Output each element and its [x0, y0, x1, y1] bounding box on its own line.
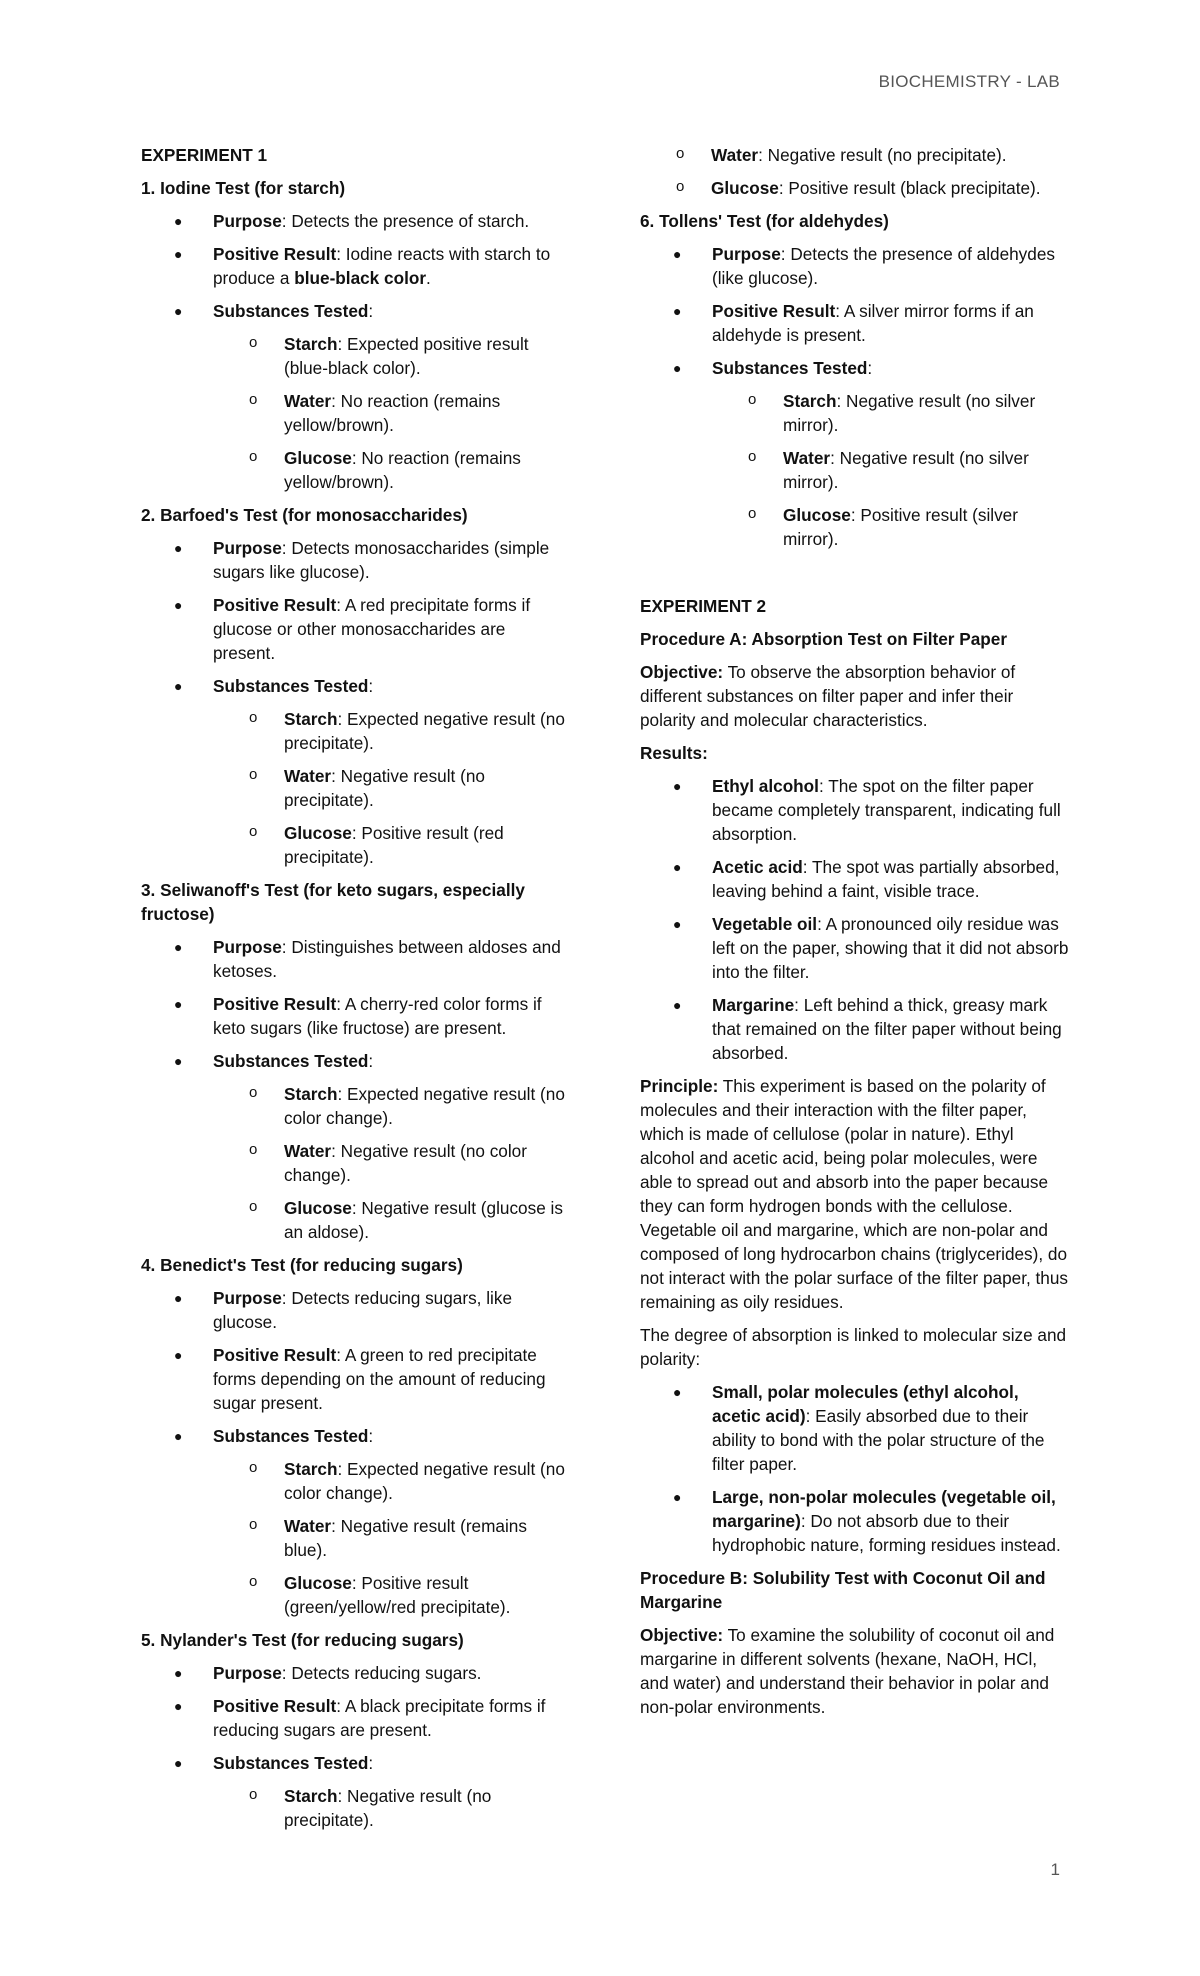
bullet-icon: ● — [174, 246, 183, 262]
bullet-icon: ● — [673, 1384, 682, 1400]
list-item: ● Purpose: Detects reducing sugars, like glucose. — [174, 1288, 513, 1332]
circle-bullet-icon: o — [676, 178, 685, 195]
sub-list-item: o Water: Negative result (no color change). — [141, 1139, 571, 1187]
list-item: ● Substances Tested: — [174, 1753, 374, 1773]
procedure-b-objective: Objective: To examine the solubility of coconut oil and margarine in different solvents (hexane, NaOH, HCl, and water) and understand their behavior in polar and non-polar environments. — [640, 1625, 1055, 1717]
sub-list-item: o Starch: Expected positive result (blue-black color). — [141, 332, 571, 380]
experiment-1-title: EXPERIMENT 1 — [141, 145, 268, 165]
procedure-a-title: Procedure A: Absorption Test on Filter Paper — [640, 629, 1008, 649]
bullet-icon: ● — [673, 246, 682, 262]
nylander-test-title: 5. Nylander's Test (for reducing sugars) — [141, 1630, 464, 1650]
circle-bullet-icon: o — [748, 505, 757, 522]
list-item: ● Substances Tested: — [174, 676, 374, 696]
list-item: ● Substances Tested: — [174, 1051, 374, 1071]
circle-bullet-icon: o — [249, 1459, 258, 1476]
bullet-icon: ● — [673, 303, 682, 319]
circle-bullet-icon: o — [249, 334, 258, 351]
sub-list-item: o Water: Negative result (remains blue). — [141, 1514, 571, 1562]
sub-list-item: o Glucose: Negative result (glucose is an aldose). — [141, 1196, 571, 1244]
list-item: ● Substances Tested: — [174, 1426, 374, 1446]
sub-list-item: o Starch: Expected negative result (no color change). — [141, 1082, 571, 1130]
bullet-icon: ● — [174, 213, 183, 229]
list-item: ● Positive Result: A red precipitate forms if glucose or other monosaccharides are present. — [174, 595, 531, 663]
right-column — [640, 143, 1070, 1728]
circle-bullet-icon: o — [249, 1141, 258, 1158]
circle-bullet-icon: o — [249, 391, 258, 408]
bullet-icon: ● — [673, 1489, 682, 1505]
circle-bullet-icon: o — [249, 1198, 258, 1215]
sub-list-item: o Glucose: Positive result (green/yellow/red precipitate). — [141, 1571, 571, 1619]
sub-list-item: o Water: Negative result (no silver mirror). — [640, 446, 1070, 494]
sub-list-item: o Glucose: Positive result (black precipitate). — [568, 176, 1070, 200]
sub-list-item: o Water: Negative result (no precipitate). — [141, 764, 571, 812]
principle-paragraph: Principle: This experiment is based on the polarity of molecules and their interaction with the filter paper, which is made of cellulose (polar in nature). Ethyl alcohol and acetic acid, being polar molecules, were able to spread out and absorb into the paper because they can form hydrogen bonds with the cellulose. Vegetable oil and margarine, which are non-polar and composed of long hydrocarbon chains (triglycerides), do not interact with the polar surface of the filter paper, thus remaining as oily residues. — [640, 1076, 1069, 1312]
bullet-icon: ● — [174, 303, 183, 319]
circle-bullet-icon: o — [249, 709, 258, 726]
bullet-icon: ● — [673, 360, 682, 376]
tollens-test-title: 6. Tollens' Test (for aldehydes) — [640, 211, 889, 231]
list-item: ● Substances Tested: — [673, 358, 873, 378]
list-item: ● Purpose: Detects the presence of starch. — [174, 211, 530, 231]
barfoed-test-title: 2. Barfoed's Test (for monosaccharides) — [141, 505, 468, 525]
circle-bullet-icon: o — [249, 1516, 258, 1533]
benedict-test-title: 4. Benedict's Test (for reducing sugars) — [141, 1255, 463, 1275]
page-header: BIOCHEMISTRY - LAB — [878, 72, 1060, 91]
procedure-b-title: Procedure B: Solubility Test with Coconut Oil and Margarine — [640, 1568, 1046, 1612]
bullet-icon: ● — [174, 996, 183, 1012]
list-item: ● Purpose: Detects monosaccharides (simple sugars like glucose). — [174, 538, 550, 582]
iodine-test-title: 1. Iodine Test (for starch) — [141, 178, 346, 198]
seliwanoff-test-title: 3. Seliwanoff's Test (for keto sugars, especially fructose) — [141, 880, 525, 924]
circle-bullet-icon: o — [676, 145, 685, 162]
left-column — [141, 143, 571, 1841]
bullet-icon: ● — [174, 540, 183, 556]
list-item: ● Positive Result: A black precipitate forms if reducing sugars are present. — [174, 1696, 546, 1740]
list-item: ● Purpose: Detects reducing sugars. — [174, 1663, 482, 1683]
degree-paragraph: The degree of absorption is linked to molecular size and polarity: — [640, 1325, 1067, 1369]
list-item: ● Acetic acid: The spot was partially absorbed, leaving behind a faint, visible trace. — [673, 857, 1060, 901]
bullet-icon: ● — [174, 1053, 183, 1069]
list-item: ● Ethyl alcohol: The spot on the filter paper became completely transparent, indicating full absorption. — [673, 776, 1061, 844]
list-item: ● Positive Result: A cherry-red color forms if keto sugars (like fructose) are present. — [174, 994, 542, 1038]
bullet-icon: ● — [673, 859, 682, 875]
bullet-icon: ● — [174, 597, 183, 613]
circle-bullet-icon: o — [748, 391, 757, 408]
list-item: ● Positive Result: A silver mirror forms if an aldehyde is present. — [673, 301, 1034, 345]
page-number: 1 — [1050, 1860, 1060, 1879]
procedure-a-objective: Objective: To observe the absorption behavior of different substances on filter paper and infer their polarity and molecular characteristics. — [640, 662, 1016, 730]
bullet-icon: ● — [174, 1698, 183, 1714]
sub-list-item: o Water: No reaction (remains yellow/brown). — [141, 389, 571, 437]
bullet-icon: ● — [673, 916, 682, 932]
list-item: ● Positive Result: Iodine reacts with starch to produce a blue-black color. — [174, 244, 551, 288]
bullet-icon: ● — [174, 1347, 183, 1363]
circle-bullet-icon: o — [249, 1084, 258, 1101]
sub-list-item: o Glucose: Positive result (red precipitate). — [141, 821, 571, 869]
circle-bullet-icon: o — [748, 448, 757, 465]
list-item: ● Vegetable oil: A pronounced oily residue was left on the paper, showing that it did not absorb into the filter. — [673, 914, 1069, 982]
sub-list-item: o Water: Negative result (no precipitate). — [568, 143, 1070, 167]
sub-list-item: o Glucose: No reaction (remains yellow/brown). — [141, 446, 571, 494]
list-item: ● Margarine: Left behind a thick, greasy mark that remained on the filter paper without being absorbed. — [673, 995, 1062, 1063]
sub-list-item: o Starch: Negative result (no silver mirror). — [640, 389, 1070, 437]
circle-bullet-icon: o — [249, 823, 258, 840]
circle-bullet-icon: o — [249, 448, 258, 465]
bullet-icon: ● — [673, 997, 682, 1013]
spacer — [640, 560, 1070, 594]
bullet-icon: ● — [673, 778, 682, 794]
list-item: ● Purpose: Distinguishes between aldoses and ketoses. — [174, 937, 561, 981]
sub-list-item: o Starch: Expected negative result (no precipitate). — [141, 707, 571, 755]
list-item: ● Substances Tested: — [174, 301, 374, 321]
sub-list-item: o Starch: Negative result (no precipitate). — [141, 1784, 571, 1832]
bullet-icon: ● — [174, 678, 183, 694]
bullet-icon: ● — [174, 1665, 183, 1681]
list-item: ● Purpose: Detects the presence of aldehydes (like glucose). — [673, 244, 1055, 288]
sub-list-item: o Starch: Expected negative result (no color change). — [141, 1457, 571, 1505]
list-item: ● Small, polar molecules (ethyl alcohol, acetic acid): Easily absorbed due to their ability to bond with the polar structure of the filter paper. — [673, 1382, 1045, 1474]
circle-bullet-icon: o — [249, 766, 258, 783]
bullet-icon: ● — [174, 1428, 183, 1444]
bullet-icon: ● — [174, 939, 183, 955]
circle-bullet-icon: o — [249, 1786, 258, 1803]
bullet-icon: ● — [174, 1290, 183, 1306]
sub-list-item: o Glucose: Positive result (silver mirror). — [640, 503, 1070, 551]
list-item: ● Large, non-polar molecules (vegetable oil, margarine): Do not absorb due to their hydrophobic nature, forming residues instead. — [673, 1487, 1061, 1555]
results-label: Results: — [640, 743, 708, 763]
experiment-2-title: EXPERIMENT 2 — [640, 596, 767, 616]
bullet-icon: ● — [174, 1755, 183, 1771]
list-item: ● Positive Result: A green to red precipitate forms depending on the amount of reducing sugar present. — [174, 1345, 546, 1413]
circle-bullet-icon: o — [249, 1573, 258, 1590]
